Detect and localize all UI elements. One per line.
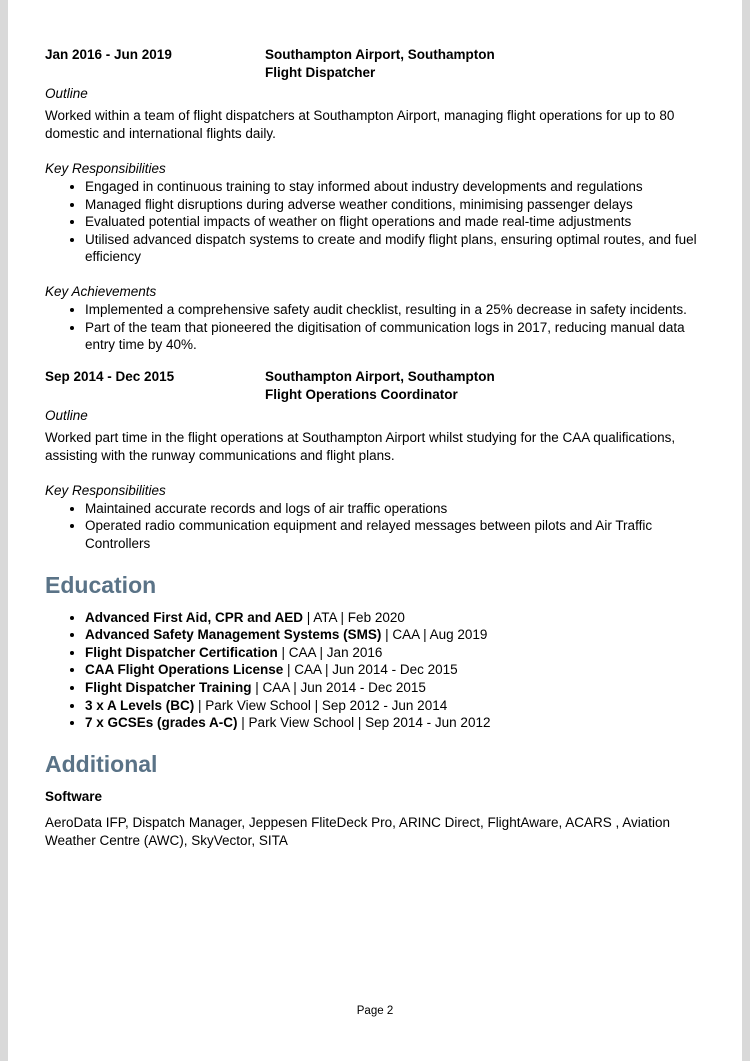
- page-content: [45, 46, 715, 850]
- education-name: Flight Dispatcher Training: [85, 679, 252, 695]
- page-number: Page 2: [356, 1005, 394, 1017]
- list-item: [85, 609, 715, 627]
- responsibilities-list: [45, 178, 715, 266]
- job-entry: [45, 46, 715, 354]
- education-detail: | Park View School | Sep 2012 - Jun 2014: [194, 697, 448, 713]
- additional-heading: Additional: [45, 750, 158, 777]
- list-item: • Maintained accurate records and logs of air traffic operations: [85, 500, 715, 518]
- job-title: Flight Operations Coordinator: [265, 386, 458, 402]
- outline-text: Worked within a team of flight dispatchers at Southampton Airport, managing flight operations for up to 80 domestic and international flights daily.: [45, 108, 675, 141]
- list-item: • Managed flight disruptions during adverse weather conditions, minimising passenger delays: [85, 196, 715, 214]
- job-header: [45, 46, 715, 82]
- education-name: Advanced Safety Management Systems (SMS): [85, 627, 382, 643]
- list-item: • Implemented a comprehensive safety audit checklist, resulting in a 25% decrease in safety incidents.: [85, 301, 715, 319]
- education-heading: Education: [45, 571, 157, 598]
- achievements-label: Key Achievements: [45, 283, 157, 299]
- list-item: • Engaged in continuous training to stay informed about industry developments and regulations: [85, 178, 715, 196]
- list-item: [85, 644, 715, 662]
- list-item: [85, 626, 715, 644]
- job-date: Sep 2014 - Dec 2015: [45, 368, 175, 384]
- job-header: [45, 368, 715, 404]
- list-item: • Operated radio communication equipment and relayed messages between pilots and Air Traffic Controllers: [85, 517, 715, 552]
- list-item: • Utilised advanced dispatch systems to create and modify flight plans, ensuring optimal routes, and fuel efficiency: [85, 231, 715, 266]
- responsibilities-list: [45, 500, 715, 553]
- achievements-list: [45, 301, 715, 354]
- education-name: Advanced First Aid, CPR and AED: [85, 609, 304, 625]
- resume-page: [8, 0, 742, 1061]
- education-detail: | Park View School | Sep 2014 - Jun 2012: [237, 715, 491, 731]
- list-item: [85, 661, 715, 679]
- responsibilities-label: Key Responsibilities: [45, 161, 166, 176]
- job-company: Southampton Airport, Southampton: [265, 47, 495, 62]
- education-name: CAA Flight Operations License: [85, 662, 284, 678]
- outline-label: Outline: [45, 86, 88, 101]
- education-list: [45, 609, 715, 732]
- education-detail: | ATA | Feb 2020: [303, 609, 405, 625]
- education-detail: | CAA | Aug 2019: [381, 627, 488, 643]
- education-name: 3 x A Levels (BC): [85, 697, 195, 713]
- education-detail: | CAA | Jun 2014 - Dec 2015: [251, 679, 426, 695]
- software-text: AeroData IFP, Dispatch Manager, Jeppesen FliteDeck Pro, ARINC Direct, FlightAware, ACARS , Aviation Weather Centre (AWC), SkyVector, SITA: [45, 814, 671, 848]
- job-entry: [45, 368, 715, 553]
- job-company: Southampton Airport, Southampton: [265, 368, 495, 384]
- job-title: Flight Dispatcher: [265, 65, 376, 80]
- list-item: • Part of the team that pioneered the digitisation of communication logs in 2017, reducing manual data entry time by 40%.: [85, 319, 715, 354]
- list-item: [85, 714, 715, 732]
- list-item: [85, 697, 715, 715]
- list-item: • Evaluated potential impacts of weather on flight operations and made real-time adjustments: [85, 213, 715, 231]
- list-item: [85, 679, 715, 697]
- job-date: Jan 2016 - Jun 2019: [45, 47, 172, 62]
- outline-text: Worked part time in the flight operations at Southampton Airport whilst studying for the CAA qualifications, assisting with the runway communications and flight plans.: [45, 429, 676, 463]
- education-name: 7 x GCSEs (grades A-C): [85, 715, 238, 731]
- software-label: Software: [45, 788, 103, 804]
- education-name: Flight Dispatcher Certification: [85, 644, 278, 660]
- responsibilities-label: Key Responsibilities: [45, 482, 166, 498]
- education-detail: | CAA | Jun 2014 - Dec 2015: [283, 662, 458, 678]
- outline-label: Outline: [45, 407, 88, 423]
- education-detail: | CAA | Jan 2016: [277, 644, 383, 660]
